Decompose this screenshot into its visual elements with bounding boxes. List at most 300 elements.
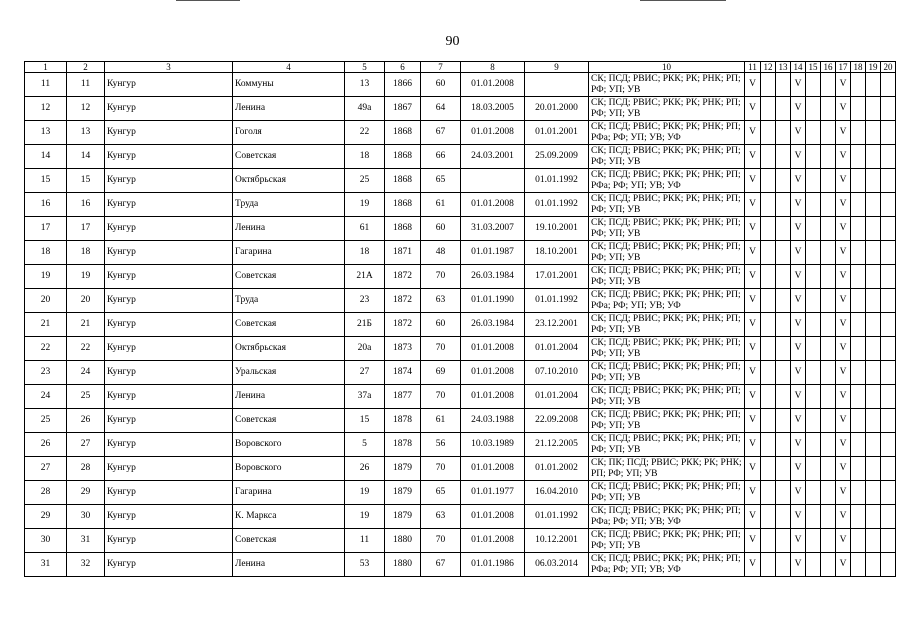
column-header-16: 16 [821,62,836,73]
cell-mark-col-11: V [745,505,761,529]
cell-col-1: 17 [25,217,67,241]
cell-col-1: 12 [25,97,67,121]
cell-col-8: 01.01.2008 [461,193,525,217]
cell-mark-col-20 [881,289,896,313]
cell-mark-col-13 [776,409,791,433]
codes-line-1: СК; ПСД; РВИС; РКК; РК; РНК; РП; [591,409,741,420]
cell-col-4: Гагарина [233,481,345,505]
cell-col-4: Октябрьская [233,169,345,193]
codes-line-1: СК; ПСД; РВИС; РКК; РК; РНК; РП; [591,361,741,372]
cell-col-6: 1868 [385,193,421,217]
cell-mark-col-16 [821,409,836,433]
cell-mark-col-18 [851,241,866,265]
cell-mark-col-16 [821,337,836,361]
cell-codes [589,361,745,385]
cell-mark-col-17: V [836,145,851,169]
cell-col-9: 25.09.2009 [525,145,589,169]
cell-mark-col-17: V [836,193,851,217]
cell-mark-col-13 [776,505,791,529]
cell-mark-col-20 [881,313,896,337]
cell-col-7: 67 [421,553,461,577]
cell-col-7: 70 [421,529,461,553]
cell-col-3: Кунгур [105,193,233,217]
cell-mark-col-11: V [745,313,761,337]
cell-mark-col-12 [761,313,776,337]
table-row [25,97,896,121]
cell-mark-col-19 [866,481,881,505]
cell-col-9: 07.10.2010 [525,361,589,385]
cell-mark-col-17: V [836,361,851,385]
cell-col-4: Гоголя [233,121,345,145]
cell-mark-col-18 [851,505,866,529]
cell-mark-col-13 [776,337,791,361]
codes-line-1: СК; ПСД; РВИС; РКК; РК; РНК; РП; [591,73,741,84]
cell-mark-col-13 [776,361,791,385]
cell-col-8: 01.01.2008 [461,505,525,529]
table-row [25,529,896,553]
cell-col-7: 64 [421,97,461,121]
cell-col-3: Кунгур [105,529,233,553]
cell-mark-col-19 [866,289,881,313]
cell-mark-col-11: V [745,289,761,313]
cell-mark-col-15 [806,97,821,121]
cell-mark-col-12 [761,265,776,289]
cell-col-3: Кунгур [105,481,233,505]
cell-mark-col-18 [851,265,866,289]
cell-mark-col-16 [821,241,836,265]
column-header-6: 6 [385,62,421,73]
cell-mark-col-15 [806,193,821,217]
cell-col-7: 66 [421,145,461,169]
cell-mark-col-16 [821,529,836,553]
codes-line-1: СК; ПК; ПСД; РВИС; РКК; РК; РНК; [591,457,742,468]
cell-col-4: К. Маркса [233,505,345,529]
cell-col-4: Советская [233,145,345,169]
cell-mark-col-18 [851,169,866,193]
table-row [25,145,896,169]
cell-mark-col-15 [806,529,821,553]
cell-col-5: 21А [345,265,385,289]
cell-mark-col-20 [881,529,896,553]
cell-col-4: Советская [233,409,345,433]
column-header-1: 1 [25,62,67,73]
cell-mark-col-15 [806,481,821,505]
cell-col-5: 18 [345,145,385,169]
column-header-17: 17 [836,62,851,73]
cell-col-2: 17 [67,217,105,241]
cell-col-4: Коммуны [233,73,345,97]
cell-codes [589,505,745,529]
cell-mark-col-16 [821,265,836,289]
table-row [25,409,896,433]
cell-col-3: Кунгур [105,433,233,457]
cell-mark-col-14: V [791,505,806,529]
cell-col-8: 01.01.2008 [461,121,525,145]
cell-mark-col-11: V [745,457,761,481]
cell-col-1: 26 [25,433,67,457]
cell-mark-col-12 [761,409,776,433]
cell-mark-col-14: V [791,265,806,289]
page-number: 90 [445,34,460,49]
codes-line-2: РФ; УП; УВ [591,276,641,287]
codes-line-1: СК; ПСД; РВИС; РКК; РК; РНК; РП; [591,337,741,348]
cell-codes [589,313,745,337]
cell-mark-col-16 [821,361,836,385]
cell-mark-col-20 [881,265,896,289]
cell-mark-col-13 [776,193,791,217]
cell-mark-col-14: V [791,481,806,505]
cell-mark-col-18 [851,337,866,361]
cell-col-3: Кунгур [105,337,233,361]
cell-col-6: 1868 [385,121,421,145]
cell-col-7: 56 [421,433,461,457]
cell-col-9: 01.01.2001 [525,121,589,145]
codes-line-1: СК; ПСД; РВИС; РКК; РК; РНК; РП; [591,97,741,108]
cell-col-3: Кунгур [105,145,233,169]
cell-mark-col-16 [821,433,836,457]
cell-mark-col-14: V [791,97,806,121]
header-row [25,62,896,73]
cell-col-1: 29 [25,505,67,529]
cell-mark-col-19 [866,97,881,121]
cell-mark-col-15 [806,265,821,289]
codes-line-2: РФ; УП; УВ [591,108,641,119]
table-row [25,265,896,289]
cell-col-6: 1878 [385,409,421,433]
cell-mark-col-20 [881,385,896,409]
cell-col-7: 67 [421,121,461,145]
cell-col-1: 19 [25,265,67,289]
cell-mark-col-20 [881,193,896,217]
cell-col-5: 53 [345,553,385,577]
cell-mark-col-12 [761,337,776,361]
cell-col-9: 19.10.2001 [525,217,589,241]
column-header-19: 19 [866,62,881,73]
cell-col-6: 1873 [385,337,421,361]
cell-col-9: 01.01.1992 [525,193,589,217]
cell-col-9: 01.01.1992 [525,289,589,313]
cell-col-2: 20 [67,289,105,313]
cell-col-6: 1868 [385,217,421,241]
cell-mark-col-15 [806,313,821,337]
cell-mark-col-19 [866,505,881,529]
cell-col-3: Кунгур [105,553,233,577]
cell-mark-col-18 [851,313,866,337]
cell-mark-col-16 [821,481,836,505]
cell-col-7: 70 [421,457,461,481]
cell-mark-col-20 [881,457,896,481]
cell-col-2: 19 [67,265,105,289]
codes-line-1: СК; ПСД; РВИС; РКК; РК; РНК; РП; [591,145,741,156]
cell-mark-col-17: V [836,73,851,97]
cell-col-8: 01.01.2008 [461,529,525,553]
cell-mark-col-15 [806,241,821,265]
cell-col-6: 1880 [385,553,421,577]
cell-mark-col-17: V [836,241,851,265]
cell-codes [589,385,745,409]
cell-mark-col-18 [851,97,866,121]
cell-mark-col-12 [761,169,776,193]
document-table [24,61,896,577]
cell-mark-col-14: V [791,409,806,433]
cell-mark-col-14: V [791,553,806,577]
cell-col-3: Кунгур [105,361,233,385]
cell-codes [589,481,745,505]
cell-mark-col-11: V [745,97,761,121]
cell-col-2: 22 [67,337,105,361]
cell-mark-col-12 [761,385,776,409]
cell-col-7: 60 [421,217,461,241]
cell-col-2: 32 [67,553,105,577]
cell-col-2: 15 [67,169,105,193]
cell-mark-col-15 [806,361,821,385]
cell-mark-col-19 [866,169,881,193]
cell-col-7: 61 [421,193,461,217]
cell-col-5: 27 [345,361,385,385]
cell-mark-col-15 [806,337,821,361]
cell-mark-col-19 [866,529,881,553]
cell-mark-col-18 [851,385,866,409]
cell-col-8: 31.03.2007 [461,217,525,241]
column-header-10: 10 [589,62,745,73]
table-row [25,361,896,385]
codes-line-1: СК; ПСД; РВИС; РКК; РК; РНК; РП; [591,193,741,204]
cell-mark-col-16 [821,313,836,337]
codes-line-1: СК; ПСД; РВИС; РКК; РК; РНК; РП; [591,241,741,252]
column-header-14: 14 [791,62,806,73]
cell-mark-col-13 [776,553,791,577]
cell-mark-col-12 [761,289,776,313]
cell-col-2: 24 [67,361,105,385]
cell-mark-col-20 [881,169,896,193]
codes-line-1: СК; ПСД; РВИС; РКК; РК; РНК; РП; [591,169,741,180]
cell-mark-col-15 [806,433,821,457]
codes-line-1: СК; ПСД; РВИС; РКК; РК; РНК; РП; [591,505,741,516]
cell-codes [589,409,745,433]
column-header-15: 15 [806,62,821,73]
cell-mark-col-14: V [791,217,806,241]
cell-col-1: 23 [25,361,67,385]
cell-mark-col-20 [881,433,896,457]
cell-mark-col-18 [851,433,866,457]
cell-col-2: 14 [67,145,105,169]
cell-col-3: Кунгур [105,505,233,529]
cell-mark-col-16 [821,289,836,313]
cell-mark-col-11: V [745,433,761,457]
table-row [25,289,896,313]
codes-line-2: РФ; УП; УВ [591,444,641,455]
cell-col-6: 1879 [385,505,421,529]
cell-codes [589,169,745,193]
cell-col-6: 1879 [385,481,421,505]
cell-col-5: 15 [345,409,385,433]
cell-col-7: 48 [421,241,461,265]
cell-mark-col-15 [806,385,821,409]
table-row [25,313,896,337]
cell-mark-col-11: V [745,265,761,289]
cell-mark-col-18 [851,121,866,145]
cell-col-7: 60 [421,73,461,97]
cell-col-2: 28 [67,457,105,481]
column-header-3: 3 [105,62,233,73]
cell-codes [589,193,745,217]
cell-mark-col-14: V [791,361,806,385]
column-header-2: 2 [67,62,105,73]
cell-mark-col-19 [866,409,881,433]
cell-col-3: Кунгур [105,265,233,289]
cell-col-5: 21Б [345,313,385,337]
cell-mark-col-15 [806,409,821,433]
cell-col-3: Кунгур [105,289,233,313]
codes-line-1: СК; ПСД; РВИС; РКК; РК; РНК; РП; [591,529,741,540]
column-header-5: 5 [345,62,385,73]
cell-codes [589,433,745,457]
codes-line-1: СК; ПСД; РВИС; РКК; РК; РНК; РП; [591,217,741,228]
cell-col-8: 26.03.1984 [461,265,525,289]
cell-mark-col-15 [806,553,821,577]
cell-codes [589,529,745,553]
cell-mark-col-17: V [836,505,851,529]
cell-mark-col-13 [776,529,791,553]
cell-mark-col-17: V [836,385,851,409]
cell-mark-col-13 [776,169,791,193]
column-header-18: 18 [851,62,866,73]
cell-mark-col-16 [821,97,836,121]
codes-line-1: СК; ПСД; РВИС; РКК; РК; РНК; РП; [591,121,741,132]
cell-col-2: 13 [67,121,105,145]
table-row [25,73,896,97]
cell-col-3: Кунгур [105,385,233,409]
cell-mark-col-18 [851,409,866,433]
cell-col-1: 24 [25,385,67,409]
cell-mark-col-16 [821,169,836,193]
cell-mark-col-14: V [791,529,806,553]
cell-mark-col-13 [776,97,791,121]
cell-mark-col-14: V [791,145,806,169]
column-header-4: 4 [233,62,345,73]
cell-col-2: 29 [67,481,105,505]
table-row [25,433,896,457]
cell-col-6: 1879 [385,457,421,481]
cell-mark-col-18 [851,529,866,553]
cell-mark-col-20 [881,73,896,97]
cell-codes [589,265,745,289]
cell-mark-col-16 [821,505,836,529]
cell-col-3: Кунгур [105,241,233,265]
cell-col-3: Кунгур [105,73,233,97]
cell-col-5: 18 [345,241,385,265]
cell-col-7: 61 [421,409,461,433]
cell-col-2: 31 [67,529,105,553]
cell-mark-col-11: V [745,337,761,361]
cell-col-5: 49а [345,97,385,121]
cell-codes [589,97,745,121]
cell-col-9 [525,73,589,97]
cell-col-9: 16.04.2010 [525,481,589,505]
cell-col-2: 25 [67,385,105,409]
cell-mark-col-14: V [791,193,806,217]
table-row [25,169,896,193]
cell-codes [589,121,745,145]
cell-mark-col-17: V [836,313,851,337]
cell-mark-col-16 [821,145,836,169]
cell-col-9: 06.03.2014 [525,553,589,577]
cell-mark-col-15 [806,73,821,97]
cell-mark-col-12 [761,241,776,265]
cell-col-7: 65 [421,481,461,505]
codes-line-2: РФ; УП; УВ [591,324,641,335]
cell-mark-col-17: V [836,337,851,361]
codes-line-2: РФ; УП; УВ [591,228,641,239]
cell-col-6: 1871 [385,241,421,265]
cell-mark-col-19 [866,337,881,361]
cell-col-7: 63 [421,289,461,313]
cell-mark-col-11: V [745,241,761,265]
cell-col-1: 25 [25,409,67,433]
cell-col-8: 01.01.2008 [461,385,525,409]
cell-mark-col-11: V [745,481,761,505]
cell-col-6: 1868 [385,145,421,169]
cell-col-1: 21 [25,313,67,337]
cell-col-8: 24.03.1988 [461,409,525,433]
cell-mark-col-18 [851,553,866,577]
cell-col-6: 1866 [385,73,421,97]
cell-col-4: Советская [233,313,345,337]
cell-mark-col-17: V [836,457,851,481]
cell-col-9: 01.01.2004 [525,385,589,409]
cell-codes [589,457,745,481]
cell-mark-col-13 [776,73,791,97]
cell-col-5: 19 [345,193,385,217]
cell-col-8: 01.01.2008 [461,337,525,361]
cell-mark-col-13 [776,313,791,337]
cell-col-4: Труда [233,193,345,217]
cell-col-4: Советская [233,265,345,289]
header-rule-left [176,0,240,1]
cell-mark-col-11: V [745,145,761,169]
cell-mark-col-18 [851,361,866,385]
cell-col-6: 1880 [385,529,421,553]
cell-col-9: 20.01.2000 [525,97,589,121]
cell-mark-col-20 [881,481,896,505]
cell-mark-col-13 [776,145,791,169]
cell-mark-col-18 [851,289,866,313]
cell-col-1: 15 [25,169,67,193]
cell-codes [589,553,745,577]
cell-mark-col-11: V [745,169,761,193]
cell-col-9: 18.10.2001 [525,241,589,265]
codes-line-2: РФ; УП; УВ [591,420,641,431]
cell-mark-col-19 [866,73,881,97]
cell-col-3: Кунгур [105,169,233,193]
cell-mark-col-19 [866,265,881,289]
cell-col-4: Ленина [233,385,345,409]
cell-mark-col-19 [866,553,881,577]
cell-mark-col-19 [866,121,881,145]
cell-mark-col-18 [851,457,866,481]
cell-col-5: 23 [345,289,385,313]
cell-mark-col-12 [761,193,776,217]
cell-col-1: 18 [25,241,67,265]
table-row [25,217,896,241]
codes-line-2: РФа; РФ; УП; УВ; УФ [591,180,681,191]
cell-col-6: 1867 [385,97,421,121]
cell-col-3: Кунгур [105,313,233,337]
cell-mark-col-12 [761,145,776,169]
cell-col-3: Кунгур [105,457,233,481]
cell-col-5: 20а [345,337,385,361]
cell-col-1: 27 [25,457,67,481]
